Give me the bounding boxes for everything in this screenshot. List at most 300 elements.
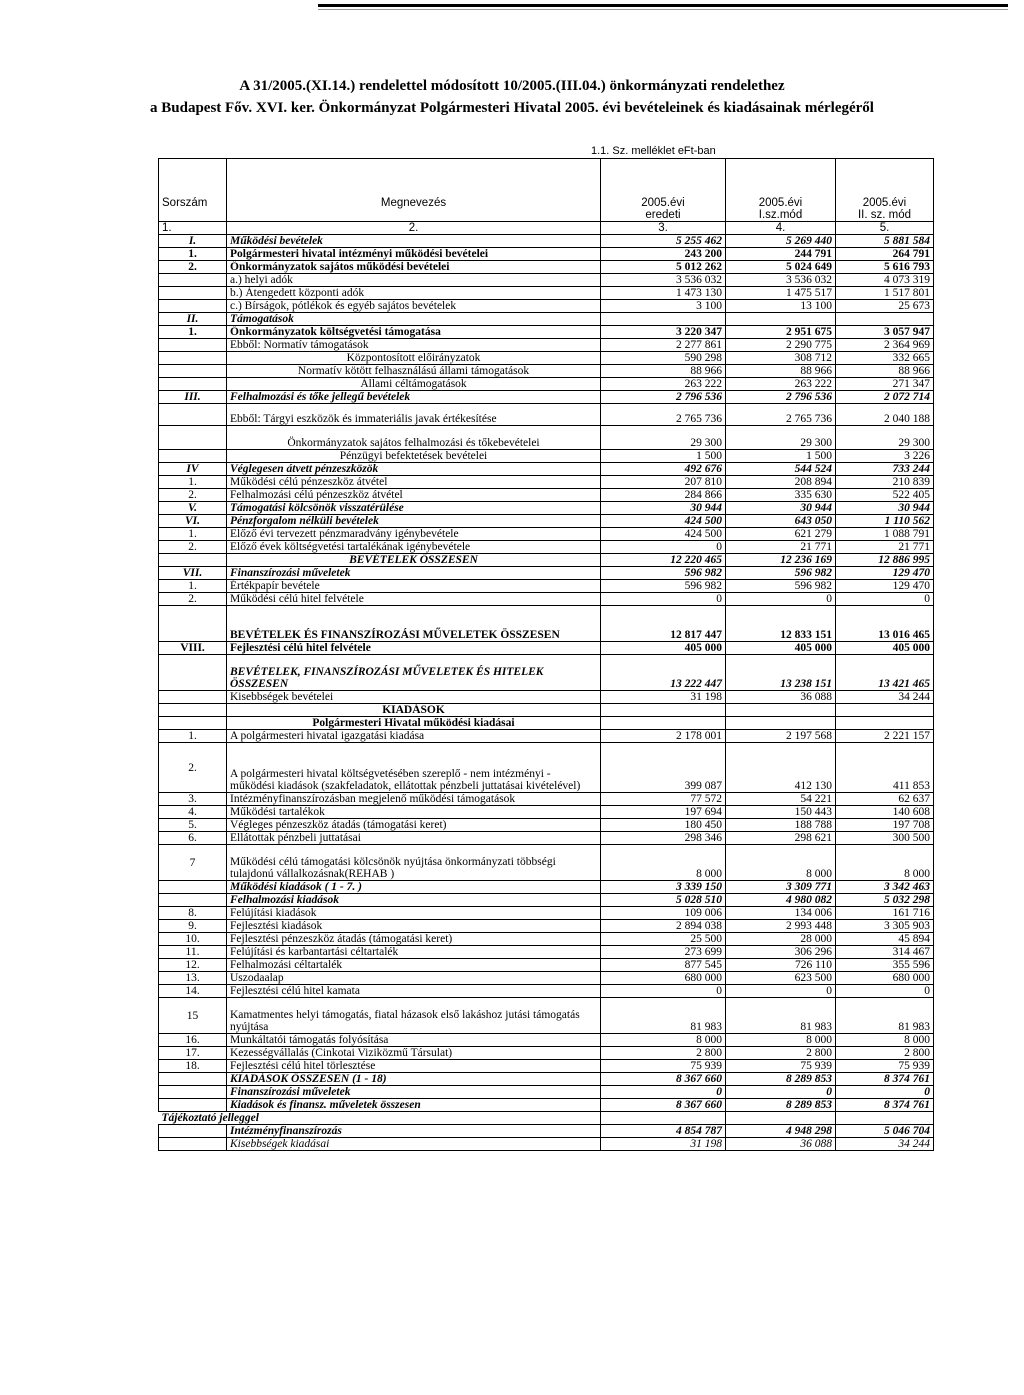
row-number: 17.	[159, 1047, 227, 1060]
table-row	[159, 326, 934, 339]
row-value-v3: 680 000	[836, 972, 934, 985]
row-name: Felhalmozási céltartalék	[227, 959, 601, 972]
table-row	[159, 567, 934, 580]
row-value-v1: 5 012 262	[601, 261, 726, 274]
row-value-v3: 25 673	[836, 300, 934, 313]
table-row	[159, 235, 934, 248]
row-name: Fejlesztési célú hitel kamata	[227, 985, 601, 998]
row-value-v3: 8 374 761	[836, 1099, 934, 1112]
row-value-v2: 2 993 448	[726, 920, 836, 933]
row-number	[159, 894, 227, 907]
row-value-v1: 2 178 001	[601, 730, 726, 743]
row-value-v1: 5 255 462	[601, 235, 726, 248]
row-number	[159, 274, 227, 287]
row-number: 1.	[159, 730, 227, 743]
row-number: VII.	[159, 567, 227, 580]
row-value-v2: 621 279	[726, 528, 836, 541]
row-number: 14.	[159, 985, 227, 998]
table-row	[159, 352, 934, 365]
row-value-v1: 596 982	[601, 580, 726, 593]
table-row	[159, 730, 934, 743]
row-value-v2: 405 000	[726, 642, 836, 655]
row-value-v3: 161 716	[836, 907, 934, 920]
row-value-v3: 30 944	[836, 502, 934, 515]
row-value-v2: 596 982	[726, 580, 836, 593]
header-col3-year: 2005.évi	[601, 159, 726, 209]
row-value-v1: 12 817 447	[601, 606, 726, 642]
row-value-v3: 332 665	[836, 352, 934, 365]
row-number: I.	[159, 235, 227, 248]
table-row	[159, 959, 934, 972]
row-name: Ebből: Normatív támogatások	[227, 339, 601, 352]
row-number	[159, 691, 227, 704]
row-value-v1: 298 346	[601, 832, 726, 845]
row-value-v2: 308 712	[726, 352, 836, 365]
row-value-v3: 314 467	[836, 946, 934, 959]
row-value-v1: 273 699	[601, 946, 726, 959]
row-name: Pénzügyi befektetések bevételei	[227, 450, 601, 463]
table-row	[159, 920, 934, 933]
table-row	[159, 933, 934, 946]
table-row	[159, 717, 934, 730]
row-number: 2.	[159, 593, 227, 606]
row-value-v1: 81 983	[601, 998, 726, 1034]
table-row	[159, 691, 934, 704]
row-value-v3	[836, 704, 934, 717]
table-row	[159, 248, 934, 261]
row-value-v2: 12 833 151	[726, 606, 836, 642]
row-value-v3: 8 000	[836, 1034, 934, 1047]
row-name: Előző évi tervezett pénzmaradvány igénybevétele	[227, 528, 601, 541]
table-row	[159, 580, 934, 593]
row-name: Kisebbségek bevételei	[227, 691, 601, 704]
header-num-3: 3.	[601, 222, 726, 235]
row-number: VIII.	[159, 642, 227, 655]
table-row	[159, 554, 934, 567]
row-value-v2: 1 500	[726, 450, 836, 463]
row-value-v3: 2 072 714	[836, 391, 934, 404]
row-name: Ebből: Tárgyi eszközök és immateriális javak értékesítése	[227, 404, 601, 426]
row-value-v1: 284 866	[601, 489, 726, 502]
row-name: Felhalmozási kiadások	[227, 894, 601, 907]
row-value-v3: 733 244	[836, 463, 934, 476]
row-number	[159, 717, 227, 730]
header-num-2: 2.	[227, 222, 601, 235]
row-name: Fejlesztési célú hitel törlesztése	[227, 1060, 601, 1073]
row-value-v1: 8 367 660	[601, 1099, 726, 1112]
header-col4-type: I.sz.mód	[726, 209, 836, 222]
top-border-line-thin	[318, 9, 1008, 10]
table-row	[159, 593, 934, 606]
row-number: 9.	[159, 920, 227, 933]
table-row	[159, 1086, 934, 1099]
row-name: BEVÉTELEK ÉS FINANSZÍROZÁSI MŰVELETEK ÖSSZESEN	[227, 606, 601, 642]
table-row	[159, 1047, 934, 1060]
row-value-v2: 5 024 649	[726, 261, 836, 274]
row-number	[159, 1138, 227, 1151]
row-value-v1: 2 800	[601, 1047, 726, 1060]
row-value-v1: 12 220 465	[601, 554, 726, 567]
row-name: Kiadások és finansz. műveletek összesen	[227, 1099, 601, 1112]
row-name: Fejlesztési pénzeszköz átadás (támogatási keret)	[227, 933, 601, 946]
header-num-1: 1.	[159, 222, 227, 235]
row-name: BEVÉTELEK ÖSSZESEN	[227, 554, 601, 567]
row-name: Előző évek költségvetési tartalékának igénybevétele	[227, 541, 601, 554]
table-row	[159, 313, 934, 326]
row-number	[159, 300, 227, 313]
row-value-v3: 13 421 465	[836, 655, 934, 691]
row-name: Munkáltatói támogatás folyósítása	[227, 1034, 601, 1047]
row-value-v2: 134 006	[726, 907, 836, 920]
row-value-v1: 31 198	[601, 1138, 726, 1151]
table-row	[159, 881, 934, 894]
row-name: Ellátottak pénzbeli juttatásai	[227, 832, 601, 845]
header-numbers-row	[159, 222, 934, 235]
row-value-v2: 2 290 775	[726, 339, 836, 352]
table-row	[159, 261, 934, 274]
row-number	[159, 339, 227, 352]
table-row	[159, 463, 934, 476]
table-row	[159, 502, 934, 515]
row-number	[159, 365, 227, 378]
row-value-v3: 88 966	[836, 365, 934, 378]
row-value-v3: 411 853	[836, 743, 934, 793]
row-value-v2: 54 221	[726, 793, 836, 806]
header-sorszam: Sorszám	[159, 159, 227, 209]
row-name: Felhalmozási célú pénzeszköz átvétel	[227, 489, 601, 502]
row-value-v1	[601, 717, 726, 730]
row-value-v3: 8 000	[836, 845, 934, 881]
table-row	[159, 274, 934, 287]
table-row	[159, 515, 934, 528]
header-col5-year: 2005.évi	[836, 159, 934, 209]
row-name: Önkormányzatok költségvetési támogatása	[227, 326, 601, 339]
row-value-v1: 0	[601, 593, 726, 606]
table-row	[159, 998, 934, 1034]
row-name: Állami céltámogatások	[227, 378, 601, 391]
row-value-v3: 522 405	[836, 489, 934, 502]
row-value-v3: 3 226	[836, 450, 934, 463]
row-value-v3: 34 244	[836, 691, 934, 704]
row-name: Intézményfinanszírozás	[227, 1125, 601, 1138]
table-row	[159, 339, 934, 352]
row-name: KIADÁSOK	[227, 704, 601, 717]
row-value-v1: 596 982	[601, 567, 726, 580]
row-value-v3: 355 596	[836, 959, 934, 972]
row-name: Véglegesen átvett pénzeszközök	[227, 463, 601, 476]
row-value-v1: 29 300	[601, 426, 726, 450]
row-name: Kezességvállalás (Cinkotai Viziközmű Társulat)	[227, 1047, 601, 1060]
table-row	[159, 832, 934, 845]
row-value-v1: 680 000	[601, 972, 726, 985]
row-value-v1: 8 367 660	[601, 1073, 726, 1086]
row-value-v2: 2 765 736	[726, 404, 836, 426]
row-value-v1: 207 810	[601, 476, 726, 489]
table-row	[159, 946, 934, 959]
row-name: Felhalmozási és tőke jellegű bevételek	[227, 391, 601, 404]
document-title-line-1: A 31/2005.(XI.14.) rendelettel módosított 10/2005.(III.04.) önkormányzati rendelethez	[239, 78, 785, 94]
row-number: 1.	[159, 528, 227, 541]
row-value-v2: 1 475 517	[726, 287, 836, 300]
row-number	[159, 1073, 227, 1086]
row-name: KIADÁSOK ÖSSZESEN (1 - 18)	[227, 1073, 601, 1086]
table-row	[159, 1060, 934, 1073]
table-row	[159, 476, 934, 489]
row-number	[159, 404, 227, 426]
row-number	[159, 378, 227, 391]
row-value-v2: 150 443	[726, 806, 836, 819]
row-name: Pénzforgalom nélküli bevételek	[227, 515, 601, 528]
row-number	[159, 554, 227, 567]
row-value-v3: 405 000	[836, 642, 934, 655]
row-value-v3: 5 046 704	[836, 1125, 934, 1138]
row-number: 12.	[159, 959, 227, 972]
row-value-v2: 726 110	[726, 959, 836, 972]
row-number	[159, 287, 227, 300]
row-number: 3.	[159, 793, 227, 806]
row-value-v2: 3 309 771	[726, 881, 836, 894]
row-value-v1: 2 765 736	[601, 404, 726, 426]
table-row	[159, 541, 934, 554]
row-value-v3	[836, 1112, 934, 1125]
table-row	[159, 972, 934, 985]
row-value-v2: 81 983	[726, 998, 836, 1034]
row-number	[159, 704, 227, 717]
row-value-v1	[601, 704, 726, 717]
row-value-v1: 399 087	[601, 743, 726, 793]
row-value-v2: 544 524	[726, 463, 836, 476]
row-value-v3: 2 800	[836, 1047, 934, 1060]
row-name: Kamatmentes helyi támogatás, fiatal házasok első lakáshoz jutási támogatás nyújtása	[227, 998, 601, 1034]
row-value-v1: 3 339 150	[601, 881, 726, 894]
table-row	[159, 1099, 934, 1112]
row-value-v3: 129 470	[836, 580, 934, 593]
row-number: 1.	[159, 580, 227, 593]
row-value-v1: 8 000	[601, 1034, 726, 1047]
row-value-v1: 590 298	[601, 352, 726, 365]
row-value-v2	[726, 704, 836, 717]
row-value-v2: 29 300	[726, 426, 836, 450]
row-value-v1: 492 676	[601, 463, 726, 476]
row-value-v1: 31 198	[601, 691, 726, 704]
row-value-v3: 140 608	[836, 806, 934, 819]
row-name: A polgármesteri hivatal költségvetésében szereplő - nem intézményi - működési kiadások (szakfeladatok, ellátottak pénzbeli juttatásai kivételével)	[227, 743, 601, 793]
row-name: Uszodaalap	[227, 972, 601, 985]
row-name: Végleges pénzeszköz átadás (támogatási keret)	[227, 819, 601, 832]
row-name: Fejlesztési célú hitel felvétele	[227, 642, 601, 655]
row-value-v3: 8 374 761	[836, 1073, 934, 1086]
row-name: Normatív kötött felhasználású állami támogatások	[227, 365, 601, 378]
row-value-v2: 30 944	[726, 502, 836, 515]
row-name: Finanszírozási műveletek	[227, 1086, 601, 1099]
row-value-v3: 197 708	[836, 819, 934, 832]
row-value-v3: 21 771	[836, 541, 934, 554]
row-value-v3: 4 073 319	[836, 274, 934, 287]
table-row	[159, 655, 934, 691]
row-value-v3: 0	[836, 593, 934, 606]
header-row-2	[159, 209, 934, 222]
row-value-v3: 129 470	[836, 567, 934, 580]
row-value-v3: 62 637	[836, 793, 934, 806]
row-name: A polgármesteri hivatal igazgatási kiadása	[227, 730, 601, 743]
row-section-label: Tájékoztató jelleggel	[159, 1112, 601, 1125]
row-value-v1: 2 894 038	[601, 920, 726, 933]
row-value-v1: 0	[601, 541, 726, 554]
row-number	[159, 881, 227, 894]
row-value-v3: 1 088 791	[836, 528, 934, 541]
row-value-v2: 2 796 536	[726, 391, 836, 404]
row-name: Támogatások	[227, 313, 601, 326]
row-value-v3: 81 983	[836, 998, 934, 1034]
document-title-line-2: a Budapest Főv. XVI. ker. Önkormányzat Polgármesteri Hivatal 2005. évi bevételeinek és kiadásainak mérlegéről	[150, 100, 874, 116]
row-number: 16.	[159, 1034, 227, 1047]
table-row	[159, 793, 934, 806]
row-value-v1: 88 966	[601, 365, 726, 378]
table-row	[159, 450, 934, 463]
row-value-v1: 0	[601, 1086, 726, 1099]
row-value-v3: 3 057 947	[836, 326, 934, 339]
row-value-v2: 75 939	[726, 1060, 836, 1073]
row-number	[159, 426, 227, 450]
row-value-v3: 0	[836, 985, 934, 998]
table-row	[159, 743, 934, 793]
row-value-v2: 5 269 440	[726, 235, 836, 248]
row-value-v2: 88 966	[726, 365, 836, 378]
row-number	[159, 352, 227, 365]
table-row	[159, 300, 934, 313]
row-value-v3: 2 040 188	[836, 404, 934, 426]
row-value-v1: 5 028 510	[601, 894, 726, 907]
row-number: 1.	[159, 326, 227, 339]
row-number: 15	[159, 998, 227, 1034]
row-value-v3: 45 894	[836, 933, 934, 946]
row-value-v1: 197 694	[601, 806, 726, 819]
row-number: IV	[159, 463, 227, 476]
row-value-v3: 2 364 969	[836, 339, 934, 352]
table-row	[159, 907, 934, 920]
row-value-v2: 13 100	[726, 300, 836, 313]
row-number	[159, 1125, 227, 1138]
row-number	[159, 655, 227, 691]
row-number: 1.	[159, 476, 227, 489]
row-number: 13.	[159, 972, 227, 985]
row-value-v1	[601, 1112, 726, 1125]
row-value-v2: 208 894	[726, 476, 836, 489]
row-value-v2: 263 222	[726, 378, 836, 391]
row-value-v3: 300 500	[836, 832, 934, 845]
row-value-v2: 8 289 853	[726, 1099, 836, 1112]
row-value-v2: 13 238 151	[726, 655, 836, 691]
table-row	[159, 606, 934, 642]
table-row	[159, 894, 934, 907]
row-value-v1: 424 500	[601, 515, 726, 528]
row-value-v1: 4 854 787	[601, 1125, 726, 1138]
row-value-v2: 8 000	[726, 1034, 836, 1047]
row-value-v1: 180 450	[601, 819, 726, 832]
row-value-v2: 8 000	[726, 845, 836, 881]
row-number: V.	[159, 502, 227, 515]
row-value-v2: 306 296	[726, 946, 836, 959]
row-value-v2: 28 000	[726, 933, 836, 946]
row-value-v3: 5 616 793	[836, 261, 934, 274]
row-value-v3: 29 300	[836, 426, 934, 450]
row-value-v2: 596 982	[726, 567, 836, 580]
row-value-v1: 2 796 536	[601, 391, 726, 404]
row-value-v2: 2 197 568	[726, 730, 836, 743]
row-name: Működési célú hitel felvétele	[227, 593, 601, 606]
row-name: Finanszírozási műveletek	[227, 567, 601, 580]
header-num-5: 5.	[836, 222, 934, 235]
row-number: 6.	[159, 832, 227, 845]
row-value-v2: 2 800	[726, 1047, 836, 1060]
header-megnevezes: Megnevezés	[227, 159, 601, 209]
row-value-v1: 3 100	[601, 300, 726, 313]
row-name: Értékpapír bevétele	[227, 580, 601, 593]
row-value-v3: 264 791	[836, 248, 934, 261]
row-value-v2: 2 951 675	[726, 326, 836, 339]
row-value-v3: 3 305 903	[836, 920, 934, 933]
row-value-v3: 75 939	[836, 1060, 934, 1073]
row-value-v1: 3 220 347	[601, 326, 726, 339]
table-row	[159, 528, 934, 541]
row-value-v1: 109 006	[601, 907, 726, 920]
table-row	[159, 1073, 934, 1086]
row-value-v1: 0	[601, 985, 726, 998]
row-value-v1: 3 536 032	[601, 274, 726, 287]
row-name: Intézményfinanszírozásban megjelenő működési támogatások	[227, 793, 601, 806]
row-value-v2: 8 289 853	[726, 1073, 836, 1086]
table-row	[159, 1112, 934, 1125]
row-name: Központosított előirányzatok	[227, 352, 601, 365]
row-value-v3: 12 886 995	[836, 554, 934, 567]
row-name: Működési tartalékok	[227, 806, 601, 819]
table-row	[159, 642, 934, 655]
row-number	[159, 450, 227, 463]
table-row	[159, 1125, 934, 1138]
row-number: VI.	[159, 515, 227, 528]
row-value-v3: 34 244	[836, 1138, 934, 1151]
row-value-v2: 0	[726, 593, 836, 606]
row-value-v2: 36 088	[726, 1138, 836, 1151]
row-value-v1: 75 939	[601, 1060, 726, 1073]
budget-table	[158, 158, 934, 1151]
table-row	[159, 845, 934, 881]
row-value-v2: 188 788	[726, 819, 836, 832]
row-name: Működési célú pénzeszköz átvétel	[227, 476, 601, 489]
row-value-v1: 877 545	[601, 959, 726, 972]
row-name: Működési kiadások ( 1 - 7. )	[227, 881, 601, 894]
row-name: Kisebbségek kiadásai	[227, 1138, 601, 1151]
row-name: Felújítási kiadások	[227, 907, 601, 920]
row-value-v1: 30 944	[601, 502, 726, 515]
header-empty-2	[227, 209, 601, 222]
row-value-v3: 13 016 465	[836, 606, 934, 642]
header-num-4: 4.	[726, 222, 836, 235]
row-value-v3: 5 881 584	[836, 235, 934, 248]
row-value-v2: 244 791	[726, 248, 836, 261]
row-value-v2	[726, 313, 836, 326]
row-value-v1: 1 500	[601, 450, 726, 463]
row-value-v1: 77 572	[601, 793, 726, 806]
row-value-v2: 335 630	[726, 489, 836, 502]
row-name: Polgármesteri hivatal intézményi működési bevételei	[227, 248, 601, 261]
row-value-v2: 412 130	[726, 743, 836, 793]
row-number: 11.	[159, 946, 227, 959]
row-value-v2	[726, 1112, 836, 1125]
table-row	[159, 404, 934, 426]
row-name: Felújítási és karbantartási céltartalék	[227, 946, 601, 959]
row-value-v2: 4 948 298	[726, 1125, 836, 1138]
